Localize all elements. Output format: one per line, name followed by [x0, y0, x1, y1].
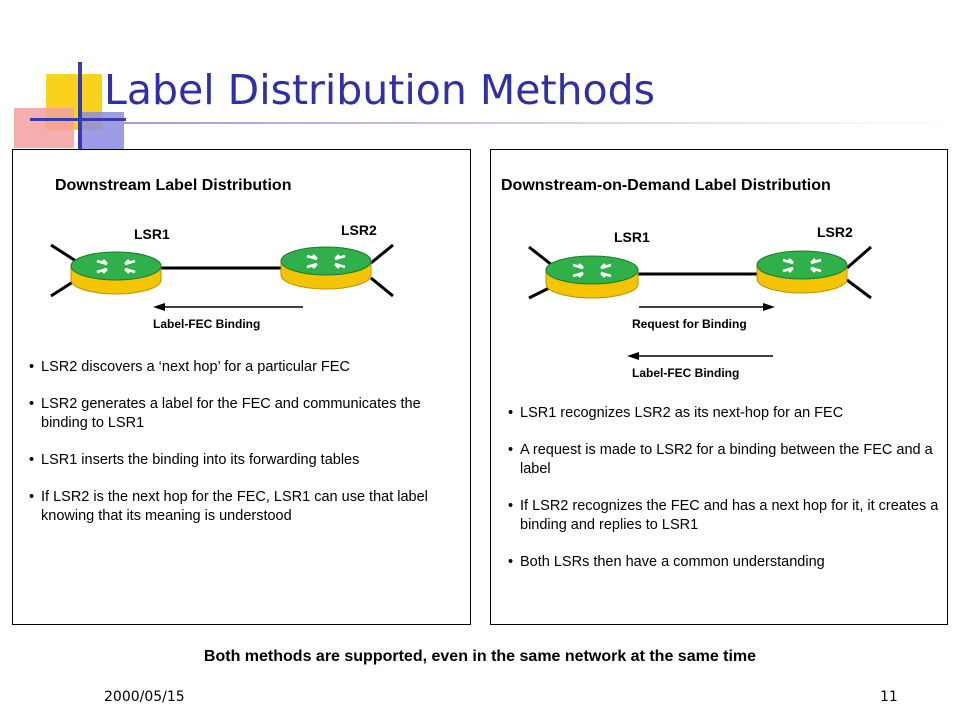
router-icon: [51, 245, 161, 296]
list-item: • A request is made to LSR2 for a binding between the FEC and a label: [508, 441, 944, 479]
on-demand-bullet-list: [508, 404, 944, 590]
lsr2-label: LSR2: [341, 222, 377, 238]
list-item: • LSR1 recognizes LSR2 as its next-hop for an FEC: [508, 404, 944, 423]
label-fec-binding-label: Label-FEC Binding: [632, 366, 740, 380]
list-item: • LSR2 discovers a ‘next hop’ for a particular FEC: [29, 358, 465, 377]
downstream-on-demand-title: Downstream-on-Demand Label Distribution: [501, 177, 831, 194]
router-icon: [281, 245, 393, 296]
list-item: • If LSR2 is the next hop for the FEC, LSR1 can use that label knowing that its meaning is understood: [29, 488, 465, 526]
list-item: • LSR1 inserts the binding into its forwarding tables: [29, 451, 465, 470]
lsr2-label: LSR2: [817, 224, 853, 240]
list-item: • LSR2 generates a label for the FEC and communicates the binding to LSR1: [29, 395, 465, 433]
downstream-panel: [12, 149, 471, 625]
router-icon: [529, 247, 638, 298]
list-item: • Both LSRs then have a common understanding: [508, 553, 944, 572]
downstream-on-demand-diagram: [491, 150, 947, 390]
lsr1-label: LSR1: [614, 229, 650, 245]
downstream-bullet-list: [29, 358, 465, 544]
slide-date: 2000/05/15: [104, 689, 185, 705]
router-icon: [757, 247, 871, 298]
slide-title: Label Distribution Methods: [104, 66, 655, 114]
page-number: 11: [880, 689, 898, 705]
downstream-title: Downstream Label Distribution: [55, 177, 292, 194]
label-fec-binding-label: Label-FEC Binding: [153, 317, 261, 331]
lsr1-label: LSR1: [134, 226, 170, 242]
request-for-binding-label: Request for Binding: [632, 317, 747, 331]
list-item: • If LSR2 recognizes the FEC and has a next hop for it, it creates a binding and replies to LSR1: [508, 497, 944, 535]
title-underline: [96, 122, 960, 124]
downstream-on-demand-panel: [490, 149, 948, 625]
footer-statement: Both methods are supported, even in the same network at the same time: [203, 648, 757, 665]
